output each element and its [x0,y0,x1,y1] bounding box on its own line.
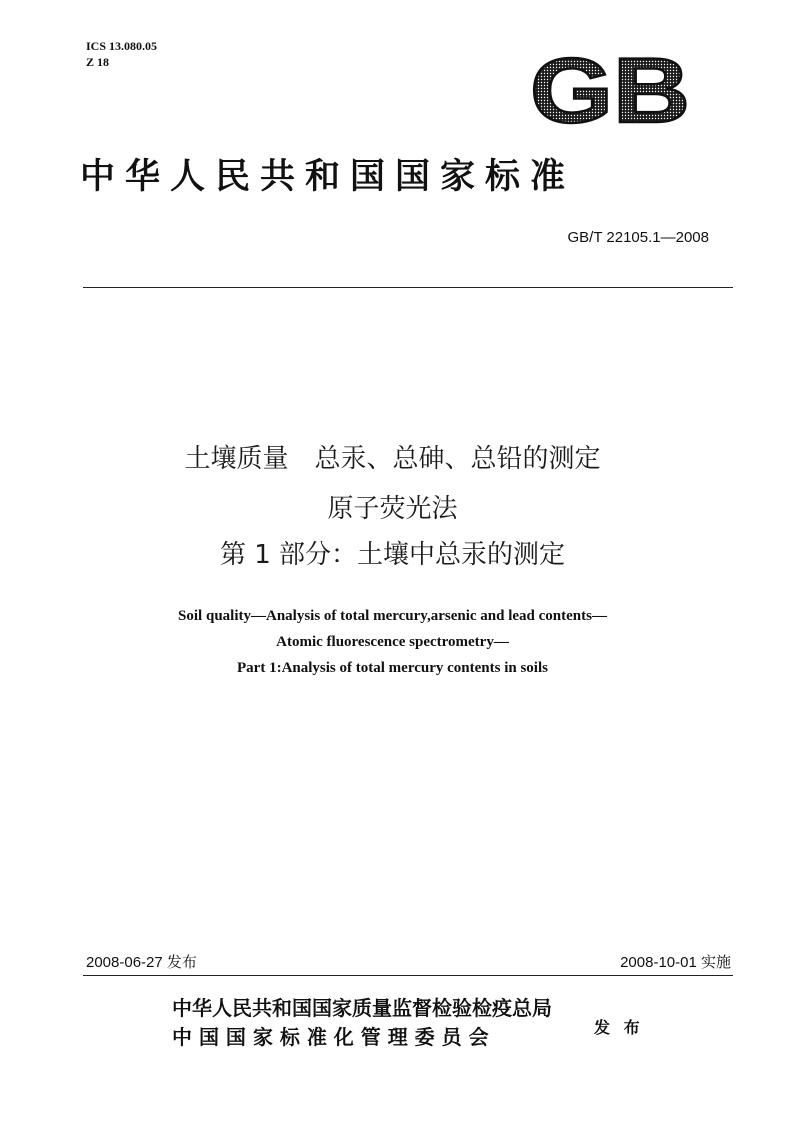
standard-name: 中华人民共和国国家标准 [80,156,576,197]
en-title-line3: Part 1:Analysis of total mercury contents in soils [237,660,548,676]
cn-title-line1: 土壤质量 总汞、总砷、总铅的测定 [184,444,601,474]
header-rule [83,287,733,288]
ccs-code: Z 18 [86,55,110,69]
standard-number: GB/T 22105.1—2008 [567,229,709,246]
gb-logo-text: GB [530,48,690,130]
implement-date: 2008-10-01 实施 [620,954,731,971]
en-title-line2: Atomic fluorescence spectrometry— [276,634,509,650]
gb-logo [528,48,693,130]
issue-date: 2008-06-27 发布 [86,954,197,971]
issuer-line1: 中华人民共和国国家质量监督检验检疫总局 [172,996,552,1020]
issuer-line2: 中 国 国 家 标 准 化 管 理 委 员 会 [172,1025,489,1049]
footer-rule [83,975,733,976]
ics-code: ICS 13.080.05 [86,39,158,53]
cn-title-line2: 原子荧光法 [327,494,458,524]
en-title-line1: Soil quality—Analysis of total mercury,arsenic and lead contents— [178,608,607,624]
publish-label: 发 布 [594,1018,644,1037]
cn-title-line3: 第 1 部分：土壤中总汞的测定 [219,540,566,570]
